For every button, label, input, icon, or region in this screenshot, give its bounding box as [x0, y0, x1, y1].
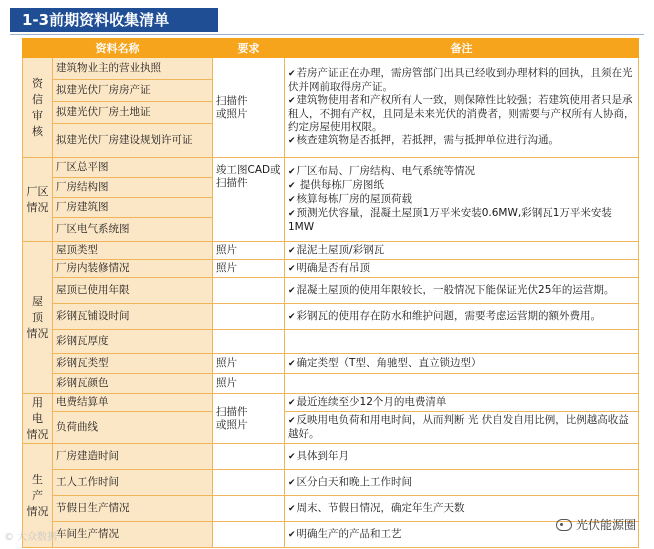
item-name: 拟建光伏厂房建设规划许可证 — [53, 124, 213, 158]
check-icon: ✔ — [288, 167, 296, 177]
table-row — [23, 374, 639, 394]
requirement-cell: 照片 — [213, 242, 285, 260]
note-text: 区分白天和晚上工作时间 — [296, 475, 413, 488]
note-text: 厂区布局、厂房结构、电气系统等情况 — [296, 165, 476, 177]
note-cell — [285, 412, 639, 444]
check-icon: ✔ — [288, 358, 296, 369]
item-name: 彩钢瓦类型 — [53, 354, 213, 374]
note-text: 彩钢瓦的使用存在防水和维护问题，需要考虑运营期的额外费用。 — [296, 309, 602, 322]
check-icon: ✔ — [288, 96, 296, 106]
note-cell — [285, 444, 639, 470]
requirement-cell: 扫描件 或照片 — [213, 58, 285, 158]
item-name: 工人工作时间 — [53, 470, 213, 496]
section-category: 用 电 情况 — [23, 394, 53, 444]
requirement-cell: 竣工图CAD或扫描件 — [213, 158, 285, 242]
item-name: 彩钢瓦厚度 — [53, 330, 213, 354]
note-text: 周末、节假日情况，确定年生产天数 — [296, 501, 465, 514]
section-category: 屋 顶 情况 — [23, 242, 53, 394]
item-name: 屋顶类型 — [53, 242, 213, 260]
item-name: 厂房结构图 — [53, 178, 213, 198]
item-name: 建筑物业主的营业执照 — [53, 58, 213, 80]
table-row — [23, 58, 639, 80]
table-row — [23, 470, 639, 496]
table-row — [23, 278, 639, 304]
note-text: 最近连续至少12个月的电费清单 — [296, 395, 447, 408]
check-icon: ✔ — [288, 311, 296, 322]
note-cell — [285, 278, 639, 304]
requirement-cell — [213, 330, 285, 354]
note-text: 明确生产的产品和工艺 — [296, 527, 402, 540]
note-text: 确定类型（T型、角驰型、直立锁边型） — [296, 356, 482, 369]
table-row — [23, 242, 639, 260]
note-cell — [285, 330, 639, 354]
item-name: 厂区电气系统图 — [53, 218, 213, 242]
check-icon: ✔ — [288, 397, 296, 408]
item-name: 节假日生产情况 — [53, 496, 213, 522]
table-row — [23, 522, 639, 548]
requirement-cell — [213, 496, 285, 522]
item-name: 厂房建造时间 — [53, 444, 213, 470]
item-name: 电费结算单 — [53, 394, 213, 412]
check-icon: ✔ — [288, 451, 296, 462]
check-icon: ✔ — [288, 195, 296, 205]
note-cell — [285, 304, 639, 330]
check-icon: ✔ — [288, 416, 296, 426]
note-text: 若房产证正在办理，需房管部门出具已经收到办理材料的回执，且须在光伏并网前取得房产证。 — [288, 67, 633, 93]
header-requirement: 要求 — [213, 39, 285, 58]
table-row — [23, 304, 639, 330]
note-text: 建筑物使用者和产权所有人一致，则保障性比较强；若建筑使用者只是承租人，不拥有产权，且同是未来光伏的消费者，则需要与产权所有人协商，约定房屋使用权限。 — [288, 94, 635, 133]
item-name: 厂区总平图 — [53, 158, 213, 178]
note-text: 核算每栋厂房的屋顶荷载 — [296, 193, 413, 205]
note-text: 预测光伏容量，混凝土屋顶1万平米安装0.6MW,彩钢瓦1万平米安装1MW — [288, 207, 612, 233]
note-cell — [285, 242, 639, 260]
requirement-cell: 照片 — [213, 260, 285, 278]
requirement-cell: 照片 — [213, 374, 285, 394]
item-name: 负荷曲线 — [53, 412, 213, 444]
section-category: 资 信 审 核 — [23, 58, 53, 158]
note-text: 混泥土屋顶/彩钢瓦 — [296, 243, 385, 256]
check-icon: ✔ — [288, 263, 296, 274]
note-cell — [285, 58, 639, 158]
item-name: 屋顶已使用年限 — [53, 278, 213, 304]
table-row — [23, 330, 639, 354]
page-title: 1-3前期资料收集清单 — [10, 8, 218, 32]
item-name: 厂房建筑图 — [53, 198, 213, 218]
note-text: 明确是否有吊顶 — [296, 261, 371, 274]
header-name: 资料名称 — [23, 39, 213, 58]
requirement-cell — [213, 470, 285, 496]
table-row — [23, 354, 639, 374]
requirement-cell: 扫描件 或照片 — [213, 394, 285, 444]
item-name: 厂房内装修情况 — [53, 260, 213, 278]
note-cell — [285, 470, 639, 496]
section-category: 厂区 情况 — [23, 158, 53, 242]
note-text: 混凝土屋顶的使用年限较长，一般情况下能保证光伏25年的运营期。 — [296, 283, 615, 296]
requirement-cell — [213, 522, 285, 548]
requirement-cell — [213, 304, 285, 330]
note-text: 提供每栋厂房图纸 — [296, 179, 384, 191]
note-cell — [285, 394, 639, 412]
item-name: 车间生产情况 — [53, 522, 213, 548]
footer-brand: 光伏能源圈 — [575, 518, 636, 532]
wechat-icon — [556, 519, 572, 531]
note-cell — [285, 354, 639, 374]
check-icon: ✔ — [288, 181, 296, 191]
title-divider — [10, 34, 644, 35]
item-name: 拟建光伏厂房土地证 — [53, 102, 213, 124]
table-row — [23, 158, 639, 178]
note-text: 具体到年月 — [296, 449, 350, 462]
note-text: 反映用电负荷和用电时间，从而判断 光 伏自发自用比例，比例越高收益越好。 — [288, 414, 629, 440]
footer-watermark-right — [556, 516, 636, 533]
requirement-cell: 照片 — [213, 354, 285, 374]
check-icon: ✔ — [288, 503, 296, 514]
check-icon: ✔ — [288, 477, 296, 488]
check-icon: ✔ — [288, 136, 296, 146]
table-row — [23, 496, 639, 522]
item-name: 拟建光伏厂房房产证 — [53, 80, 213, 102]
table-header-row — [23, 39, 639, 58]
note-cell — [285, 260, 639, 278]
note-cell — [285, 158, 639, 242]
requirement-cell — [213, 444, 285, 470]
check-icon: ✔ — [288, 529, 296, 540]
requirement-cell — [213, 278, 285, 304]
section-category: 生 产 情况 — [23, 444, 53, 548]
table-row — [23, 412, 639, 444]
check-icon: ✔ — [288, 209, 296, 219]
note-text: 核查建筑物是否抵押，若抵押，需与抵押单位进行沟通。 — [296, 134, 560, 146]
check-icon: ✔ — [288, 69, 296, 79]
table-row — [23, 444, 639, 470]
check-icon: ✔ — [288, 285, 296, 296]
item-name: 彩钢瓦颜色 — [53, 374, 213, 394]
footer-watermark-left: © 大众数据 — [4, 532, 58, 543]
item-name: 彩钢瓦铺设时间 — [53, 304, 213, 330]
table-row — [23, 394, 639, 412]
header-notes: 备注 — [285, 39, 639, 58]
document-checklist-table — [22, 38, 639, 548]
table-row — [23, 260, 639, 278]
check-icon: ✔ — [288, 245, 296, 256]
note-cell — [285, 374, 639, 394]
